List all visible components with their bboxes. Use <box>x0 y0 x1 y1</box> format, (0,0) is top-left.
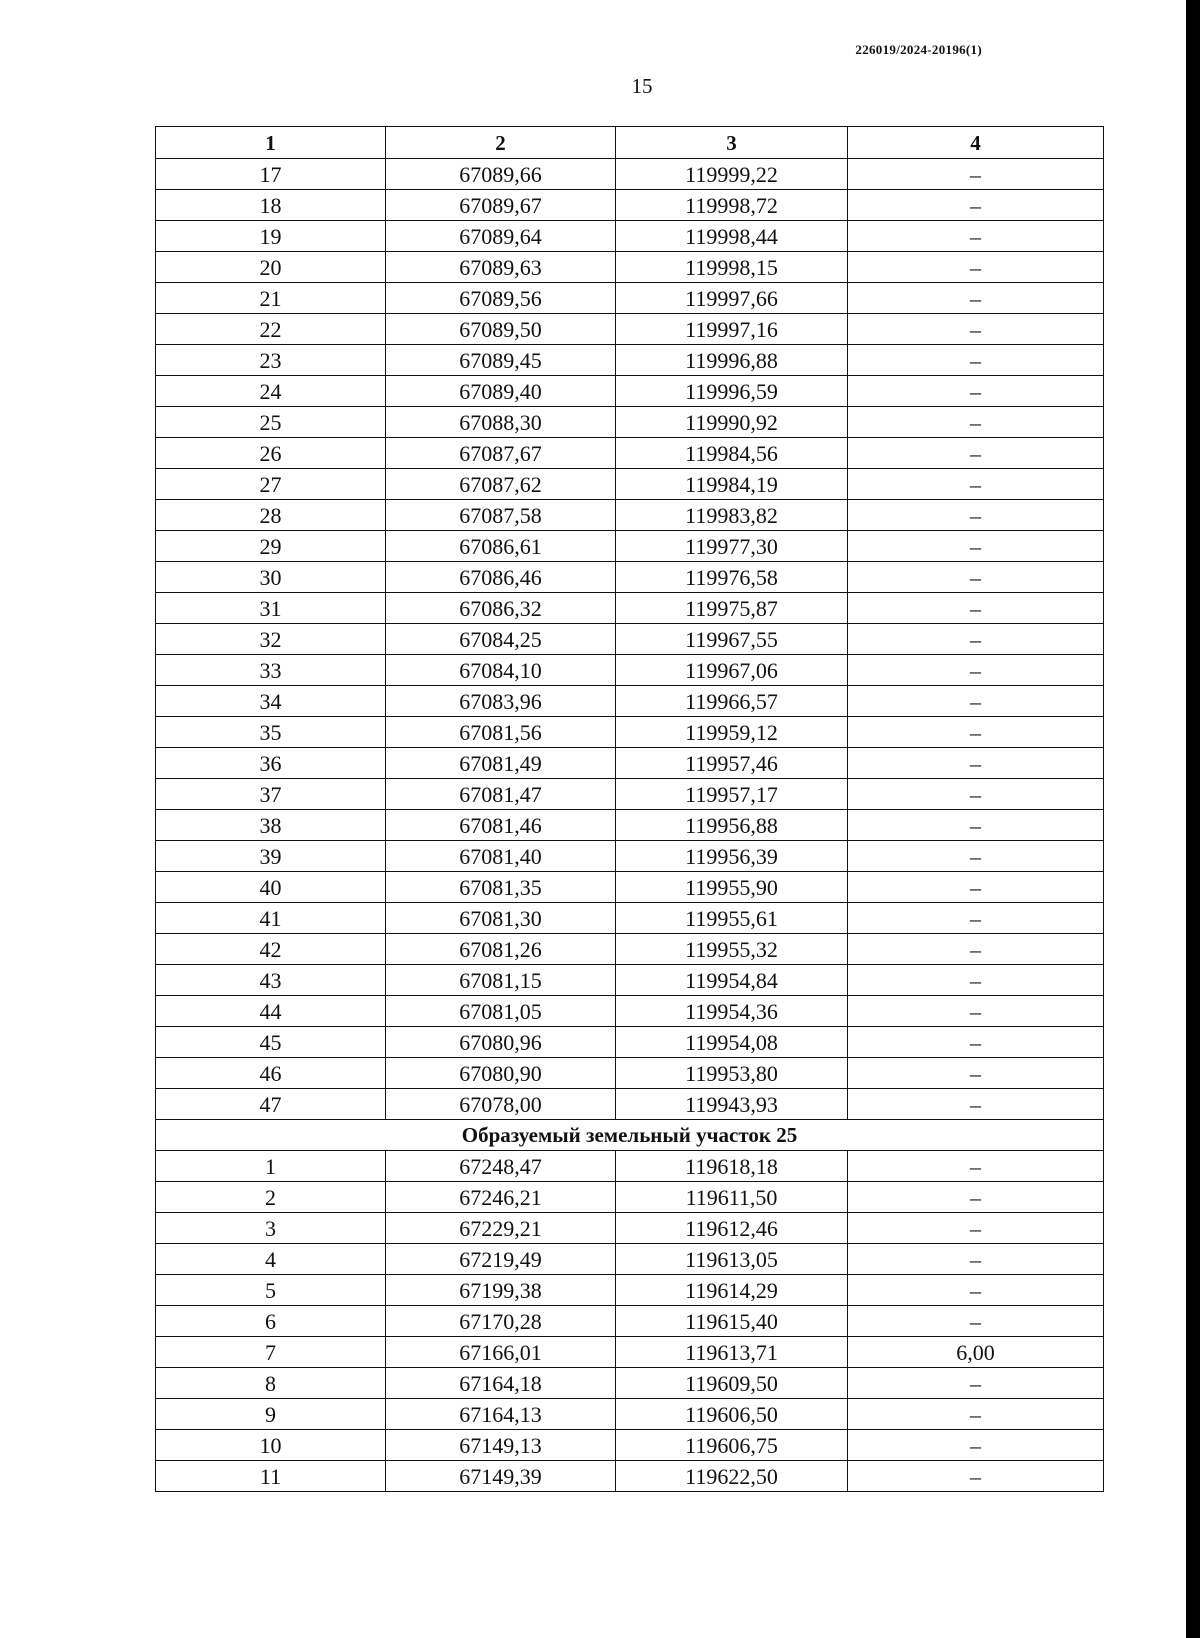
x-coordinate-cell: 67086,32 <box>386 593 616 624</box>
y-coordinate-cell: 119999,22 <box>616 159 848 190</box>
point-number-cell: 19 <box>156 221 386 252</box>
extra-value-cell: – <box>848 190 1104 221</box>
x-coordinate-cell: 67081,56 <box>386 717 616 748</box>
point-number-cell: 25 <box>156 407 386 438</box>
table-row <box>156 934 1104 965</box>
x-coordinate-cell: 67248,47 <box>386 1151 616 1182</box>
x-coordinate-cell: 67078,00 <box>386 1089 616 1120</box>
table-row <box>156 624 1104 655</box>
y-coordinate-cell: 119954,84 <box>616 965 848 996</box>
extra-value-cell: – <box>848 438 1104 469</box>
table-row <box>156 1027 1104 1058</box>
x-coordinate-cell: 67081,49 <box>386 748 616 779</box>
table-row <box>156 283 1104 314</box>
table-row <box>156 469 1104 500</box>
y-coordinate-cell: 119954,08 <box>616 1027 848 1058</box>
table-row <box>156 1213 1104 1244</box>
table-row <box>156 1089 1104 1120</box>
y-coordinate-cell: 119955,90 <box>616 872 848 903</box>
x-coordinate-cell: 67088,30 <box>386 407 616 438</box>
x-coordinate-cell: 67089,45 <box>386 345 616 376</box>
extra-value-cell: – <box>848 500 1104 531</box>
x-coordinate-cell: 67081,47 <box>386 779 616 810</box>
point-number-cell: 27 <box>156 469 386 500</box>
table-row <box>156 159 1104 190</box>
x-coordinate-cell: 67081,15 <box>386 965 616 996</box>
extra-value-cell: – <box>848 872 1104 903</box>
table-row <box>156 1244 1104 1275</box>
y-coordinate-cell: 119990,92 <box>616 407 848 438</box>
y-coordinate-cell: 119606,50 <box>616 1399 848 1430</box>
y-coordinate-cell: 119955,61 <box>616 903 848 934</box>
table-row <box>156 686 1104 717</box>
table-row <box>156 376 1104 407</box>
table-row <box>156 872 1104 903</box>
extra-value-cell: – <box>848 965 1104 996</box>
y-coordinate-cell: 119966,57 <box>616 686 848 717</box>
extra-value-cell: – <box>848 252 1104 283</box>
y-coordinate-cell: 119612,46 <box>616 1213 848 1244</box>
x-coordinate-cell: 67080,90 <box>386 1058 616 1089</box>
extra-value-cell: – <box>848 996 1104 1027</box>
table-row <box>156 779 1104 810</box>
extra-value-cell: – <box>848 407 1104 438</box>
table-header <box>156 127 1104 159</box>
table-row <box>156 531 1104 562</box>
y-coordinate-cell: 119943,93 <box>616 1089 848 1120</box>
extra-value-cell: – <box>848 717 1104 748</box>
extra-value-cell: – <box>848 1089 1104 1120</box>
extra-value-cell: – <box>848 593 1104 624</box>
table-row <box>156 500 1104 531</box>
point-number-cell: 34 <box>156 686 386 717</box>
extra-value-cell: – <box>848 345 1104 376</box>
coordinates-table <box>155 126 1104 1492</box>
x-coordinate-cell: 67080,96 <box>386 1027 616 1058</box>
point-number-cell: 43 <box>156 965 386 996</box>
x-coordinate-cell: 67229,21 <box>386 1213 616 1244</box>
x-coordinate-cell: 67081,30 <box>386 903 616 934</box>
extra-value-cell: – <box>848 748 1104 779</box>
extra-value-cell: – <box>848 779 1104 810</box>
y-coordinate-cell: 119957,46 <box>616 748 848 779</box>
x-coordinate-cell: 67089,66 <box>386 159 616 190</box>
extra-value-cell: – <box>848 841 1104 872</box>
point-number-cell: 18 <box>156 190 386 221</box>
point-number-cell: 23 <box>156 345 386 376</box>
x-coordinate-cell: 67081,46 <box>386 810 616 841</box>
point-number-cell: 37 <box>156 779 386 810</box>
extra-value-cell: – <box>848 1244 1104 1275</box>
y-coordinate-cell: 119997,16 <box>616 314 848 345</box>
extra-value-cell: – <box>848 376 1104 407</box>
y-coordinate-cell: 119618,18 <box>616 1151 848 1182</box>
x-coordinate-cell: 67166,01 <box>386 1337 616 1368</box>
point-number-cell: 20 <box>156 252 386 283</box>
extra-value-cell: – <box>848 1275 1104 1306</box>
y-coordinate-cell: 119611,50 <box>616 1182 848 1213</box>
extra-value-cell: – <box>848 562 1104 593</box>
x-coordinate-cell: 67089,67 <box>386 190 616 221</box>
column-header-4: 4 <box>848 127 1104 159</box>
y-coordinate-cell: 119955,32 <box>616 934 848 965</box>
y-coordinate-cell: 119998,44 <box>616 221 848 252</box>
y-coordinate-cell: 119957,17 <box>616 779 848 810</box>
x-coordinate-cell: 67089,63 <box>386 252 616 283</box>
y-coordinate-cell: 119959,12 <box>616 717 848 748</box>
extra-value-cell: – <box>848 934 1104 965</box>
x-coordinate-cell: 67084,25 <box>386 624 616 655</box>
table-row <box>156 810 1104 841</box>
extra-value-cell: – <box>848 1151 1104 1182</box>
y-coordinate-cell: 119976,58 <box>616 562 848 593</box>
x-coordinate-cell: 67087,67 <box>386 438 616 469</box>
point-number-cell: 28 <box>156 500 386 531</box>
y-coordinate-cell: 119622,50 <box>616 1461 848 1492</box>
extra-value-cell: – <box>848 1368 1104 1399</box>
extra-value-cell: – <box>848 1461 1104 1492</box>
y-coordinate-cell: 119613,71 <box>616 1337 848 1368</box>
x-coordinate-cell: 67089,40 <box>386 376 616 407</box>
extra-value-cell: – <box>848 1027 1104 1058</box>
y-coordinate-cell: 119967,06 <box>616 655 848 686</box>
point-number-cell: 2 <box>156 1182 386 1213</box>
y-coordinate-cell: 119983,82 <box>616 500 848 531</box>
point-number-cell: 21 <box>156 283 386 314</box>
y-coordinate-cell: 119984,56 <box>616 438 848 469</box>
table-row <box>156 407 1104 438</box>
y-coordinate-cell: 119996,88 <box>616 345 848 376</box>
x-coordinate-cell: 67087,62 <box>386 469 616 500</box>
x-coordinate-cell: 67219,49 <box>386 1244 616 1275</box>
x-coordinate-cell: 67086,46 <box>386 562 616 593</box>
point-number-cell: 10 <box>156 1430 386 1461</box>
point-number-cell: 4 <box>156 1244 386 1275</box>
point-number-cell: 41 <box>156 903 386 934</box>
point-number-cell: 7 <box>156 1337 386 1368</box>
extra-value-cell: – <box>848 624 1104 655</box>
extra-value-cell: – <box>848 531 1104 562</box>
point-number-cell: 5 <box>156 1275 386 1306</box>
extra-value-cell: – <box>848 1306 1104 1337</box>
point-number-cell: 40 <box>156 872 386 903</box>
point-number-cell: 17 <box>156 159 386 190</box>
extra-value-cell: – <box>848 314 1104 345</box>
column-header-2: 2 <box>386 127 616 159</box>
point-number-cell: 35 <box>156 717 386 748</box>
x-coordinate-cell: 67089,64 <box>386 221 616 252</box>
point-number-cell: 1 <box>156 1151 386 1182</box>
y-coordinate-cell: 119614,29 <box>616 1275 848 1306</box>
y-coordinate-cell: 119997,66 <box>616 283 848 314</box>
point-number-cell: 30 <box>156 562 386 593</box>
extra-value-cell: – <box>848 1182 1104 1213</box>
point-number-cell: 45 <box>156 1027 386 1058</box>
extra-value-cell: – <box>848 686 1104 717</box>
extra-value-cell: – <box>848 159 1104 190</box>
section-title: Образуемый земельный участок 25 <box>156 1120 1104 1151</box>
table-row <box>156 841 1104 872</box>
y-coordinate-cell: 119998,72 <box>616 190 848 221</box>
table-row <box>156 903 1104 934</box>
table-row <box>156 1461 1104 1492</box>
point-number-cell: 24 <box>156 376 386 407</box>
table-row <box>156 1058 1104 1089</box>
y-coordinate-cell: 119609,50 <box>616 1368 848 1399</box>
point-number-cell: 31 <box>156 593 386 624</box>
x-coordinate-cell: 67084,10 <box>386 655 616 686</box>
y-coordinate-cell: 119967,55 <box>616 624 848 655</box>
extra-value-cell: – <box>848 1213 1104 1244</box>
table-row <box>156 1306 1104 1337</box>
x-coordinate-cell: 67149,39 <box>386 1461 616 1492</box>
x-coordinate-cell: 67246,21 <box>386 1182 616 1213</box>
header-row <box>156 127 1104 159</box>
point-number-cell: 32 <box>156 624 386 655</box>
table-row <box>156 717 1104 748</box>
extra-value-cell: – <box>848 1058 1104 1089</box>
point-number-cell: 8 <box>156 1368 386 1399</box>
x-coordinate-cell: 67149,13 <box>386 1430 616 1461</box>
x-coordinate-cell: 67089,50 <box>386 314 616 345</box>
x-coordinate-cell: 67164,18 <box>386 1368 616 1399</box>
point-number-cell: 47 <box>156 1089 386 1120</box>
y-coordinate-cell: 119998,15 <box>616 252 848 283</box>
point-number-cell: 3 <box>156 1213 386 1244</box>
y-coordinate-cell: 119953,80 <box>616 1058 848 1089</box>
point-number-cell: 11 <box>156 1461 386 1492</box>
y-coordinate-cell: 119984,19 <box>616 469 848 500</box>
y-coordinate-cell: 119954,36 <box>616 996 848 1027</box>
point-number-cell: 29 <box>156 531 386 562</box>
table-row <box>156 314 1104 345</box>
table-row <box>156 655 1104 686</box>
y-coordinate-cell: 119977,30 <box>616 531 848 562</box>
x-coordinate-cell: 67170,28 <box>386 1306 616 1337</box>
x-coordinate-cell: 67164,13 <box>386 1399 616 1430</box>
y-coordinate-cell: 119956,88 <box>616 810 848 841</box>
table-row <box>156 221 1104 252</box>
extra-value-cell: – <box>848 221 1104 252</box>
table-row <box>156 1275 1104 1306</box>
column-header-3: 3 <box>616 127 848 159</box>
point-number-cell: 26 <box>156 438 386 469</box>
table-row <box>156 1151 1104 1182</box>
y-coordinate-cell: 119956,39 <box>616 841 848 872</box>
table-body <box>156 159 1104 1492</box>
x-coordinate-cell: 67081,40 <box>386 841 616 872</box>
y-coordinate-cell: 119606,75 <box>616 1430 848 1461</box>
point-number-cell: 39 <box>156 841 386 872</box>
point-number-cell: 22 <box>156 314 386 345</box>
table-row <box>156 562 1104 593</box>
x-coordinate-cell: 67086,61 <box>386 531 616 562</box>
scan-edge <box>1186 0 1200 1638</box>
point-number-cell: 38 <box>156 810 386 841</box>
x-coordinate-cell: 67083,96 <box>386 686 616 717</box>
x-coordinate-cell: 67199,38 <box>386 1275 616 1306</box>
x-coordinate-cell: 67089,56 <box>386 283 616 314</box>
extra-value-cell: – <box>848 903 1104 934</box>
point-number-cell: 6 <box>156 1306 386 1337</box>
table-row <box>156 1368 1104 1399</box>
extra-value-cell: – <box>848 1430 1104 1461</box>
y-coordinate-cell: 119975,87 <box>616 593 848 624</box>
table-row <box>156 748 1104 779</box>
extra-value-cell: – <box>848 810 1104 841</box>
table-row <box>156 190 1104 221</box>
table-row <box>156 1399 1104 1430</box>
y-coordinate-cell: 119615,40 <box>616 1306 848 1337</box>
table-row <box>156 1337 1104 1368</box>
section-row <box>156 1120 1104 1151</box>
point-number-cell: 9 <box>156 1399 386 1430</box>
document-id: 226019/2024-20196(1) <box>855 42 982 57</box>
table-row <box>156 345 1104 376</box>
extra-value-cell: – <box>848 283 1104 314</box>
table-row <box>156 1430 1104 1461</box>
extra-value-cell: – <box>848 655 1104 686</box>
table-row <box>156 252 1104 283</box>
y-coordinate-cell: 119613,05 <box>616 1244 848 1275</box>
column-header-1: 1 <box>156 127 386 159</box>
x-coordinate-cell: 67081,35 <box>386 872 616 903</box>
point-number-cell: 46 <box>156 1058 386 1089</box>
x-coordinate-cell: 67081,26 <box>386 934 616 965</box>
point-number-cell: 36 <box>156 748 386 779</box>
point-number-cell: 42 <box>156 934 386 965</box>
table-row <box>156 996 1104 1027</box>
x-coordinate-cell: 67081,05 <box>386 996 616 1027</box>
table-row <box>156 438 1104 469</box>
extra-value-cell: – <box>848 469 1104 500</box>
point-number-cell: 33 <box>156 655 386 686</box>
extra-value-cell: 6,00 <box>848 1337 1104 1368</box>
table-row <box>156 593 1104 624</box>
x-coordinate-cell: 67087,58 <box>386 500 616 531</box>
extra-value-cell: – <box>848 1399 1104 1430</box>
point-number-cell: 44 <box>156 996 386 1027</box>
page-number: 15 <box>631 74 653 98</box>
y-coordinate-cell: 119996,59 <box>616 376 848 407</box>
table-row <box>156 965 1104 996</box>
table-row <box>156 1182 1104 1213</box>
